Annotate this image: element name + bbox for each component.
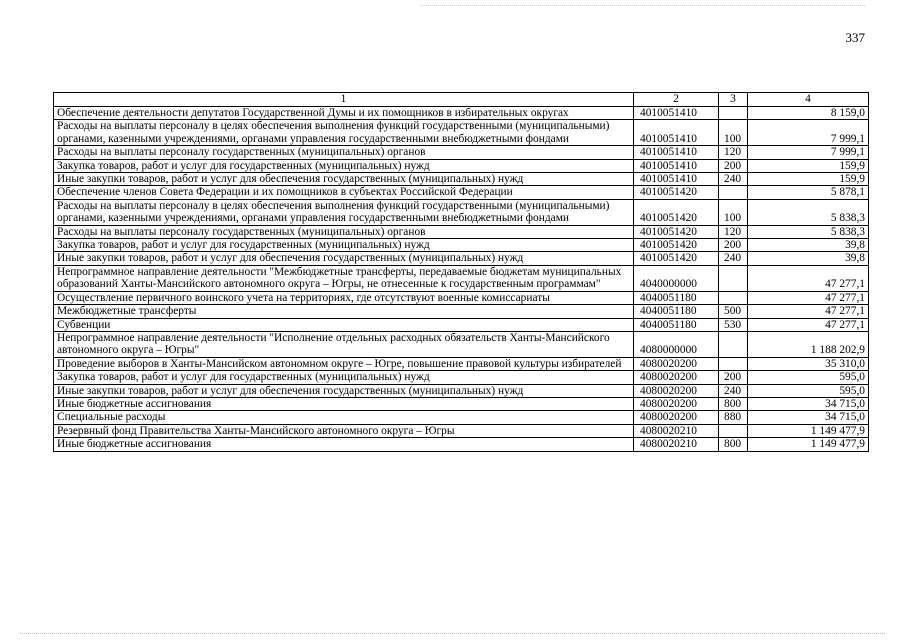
row-code-cell: 4080020200 [634, 411, 719, 424]
table-row [54, 120, 869, 146]
row-kind-cell: 240 [719, 252, 748, 265]
row-sum-cell: 8 159,0 [748, 107, 869, 120]
table-row [54, 225, 869, 238]
header-col-3: 3 [719, 93, 748, 107]
header-col-4: 4 [748, 93, 869, 107]
table-row [54, 173, 869, 186]
row-name-cell: Иные закупки товаров, работ и услуг для обеспечения государственных (муниципальных) нужд [54, 252, 634, 265]
row-name-cell: Обеспечение членов Совета Федерации и их помощников в субъектах Российской Федерации [54, 186, 634, 199]
row-name-cell: Обеспечение деятельности депутатов Государственной Думы и их помощников в избирательных округах [54, 107, 634, 120]
row-code-cell: 4010051420 [634, 225, 719, 238]
row-sum-cell: 7 999,1 [748, 120, 869, 146]
table-row [54, 331, 869, 357]
row-code-cell: 4080020210 [634, 424, 719, 437]
row-name-cell: Иные бюджетные ассигнования [54, 438, 634, 451]
row-code-cell: 4010051420 [634, 186, 719, 199]
row-kind-cell: 800 [719, 438, 748, 451]
table-row [54, 199, 869, 225]
row-name-cell: Закупка товаров, работ и услуг для государственных (муниципальных) нужд [54, 371, 634, 384]
row-name-cell: Расходы на выплаты персоналу государственных (муниципальных) органов [54, 146, 634, 159]
table-row [54, 146, 869, 159]
row-code-cell: 4040051180 [634, 291, 719, 304]
row-kind-cell: 100 [719, 199, 748, 225]
row-code-cell: 4040000000 [634, 265, 719, 291]
scan-artifact-top [420, 5, 865, 6]
row-name-cell: Межбюджетные трансферты [54, 305, 634, 318]
table-row [54, 424, 869, 437]
table-row [54, 384, 869, 397]
row-kind-cell: 880 [719, 411, 748, 424]
row-name-cell: Расходы на выплаты персоналу в целях обеспечения выполнения функций государственными (муниципальными) органами, казенными учреждениями, органами управления государственными внебюджетными фондами [54, 120, 634, 146]
row-kind-cell: 530 [719, 318, 748, 331]
row-name-cell: Закупка товаров, работ и услуг для государственных (муниципальных) нужд [54, 159, 634, 172]
row-name-cell: Иные закупки товаров, работ и услуг для обеспечения государственных (муниципальных) нужд [54, 384, 634, 397]
row-sum-cell: 34 715,0 [748, 397, 869, 410]
table-row [54, 411, 869, 424]
table-row [54, 357, 869, 370]
row-sum-cell: 5 838,3 [748, 199, 869, 225]
row-code-cell: 4080020200 [634, 357, 719, 370]
row-name-cell: Расходы на выплаты персоналу государственных (муниципальных) органов [54, 225, 634, 238]
row-kind-cell: 200 [719, 159, 748, 172]
row-sum-cell: 47 277,1 [748, 305, 869, 318]
row-kind-cell [719, 331, 748, 357]
row-sum-cell: 39,8 [748, 252, 869, 265]
row-name-cell: Проведение выборов в Ханты-Мансийском автономном округе – Югре, повышение правовой культуры избирателей [54, 357, 634, 370]
row-name-cell: Иные закупки товаров, работ и услуг для обеспечения государственных (муниципальных) нужд [54, 173, 634, 186]
table-row [54, 305, 869, 318]
row-code-cell: 4040051180 [634, 305, 719, 318]
row-name-cell: Расходы на выплаты персоналу в целях обеспечения выполнения функций государственными (муниципальными) органами, казенными учреждениями, органами управления государственными внебюджетными фондами [54, 199, 634, 225]
row-code-cell: 4010051410 [634, 173, 719, 186]
row-kind-cell: 200 [719, 371, 748, 384]
row-kind-cell: 120 [719, 146, 748, 159]
row-code-cell: 4080000000 [634, 331, 719, 357]
table-row [54, 107, 869, 120]
row-name-cell: Иные бюджетные ассигнования [54, 397, 634, 410]
row-kind-cell [719, 265, 748, 291]
row-kind-cell: 120 [719, 225, 748, 238]
row-code-cell: 4010051420 [634, 199, 719, 225]
row-sum-cell: 34 715,0 [748, 411, 869, 424]
row-kind-cell: 240 [719, 173, 748, 186]
row-code-cell: 4080020200 [634, 397, 719, 410]
row-sum-cell: 1 149 477,9 [748, 424, 869, 437]
row-sum-cell: 5 838,3 [748, 225, 869, 238]
table-row [54, 318, 869, 331]
row-code-cell: 4010051410 [634, 159, 719, 172]
row-sum-cell: 159,9 [748, 159, 869, 172]
table-body [54, 107, 869, 452]
table-row [54, 397, 869, 410]
table-row [54, 159, 869, 172]
table-row [54, 252, 869, 265]
row-name-cell: Осуществление первичного воинского учета на территориях, где отсутствуют военные комиссариаты [54, 291, 634, 304]
row-sum-cell: 7 999,1 [748, 146, 869, 159]
row-sum-cell: 1 149 477,9 [748, 438, 869, 451]
row-kind-cell [719, 357, 748, 370]
table-header-row [54, 93, 869, 107]
row-code-cell: 4010051410 [634, 120, 719, 146]
row-sum-cell: 595,0 [748, 384, 869, 397]
row-sum-cell: 39,8 [748, 239, 869, 252]
row-sum-cell: 47 277,1 [748, 291, 869, 304]
table-row [54, 186, 869, 199]
row-name-cell: Субвенции [54, 318, 634, 331]
row-code-cell: 4010051410 [634, 146, 719, 159]
row-kind-cell [719, 424, 748, 437]
header-col-2: 2 [634, 93, 719, 107]
budget-table [53, 92, 869, 452]
table-row [54, 239, 869, 252]
page-number: 337 [845, 30, 865, 45]
row-kind-cell: 500 [719, 305, 748, 318]
row-code-cell: 4080020210 [634, 438, 719, 451]
row-name-cell: Закупка товаров, работ и услуг для государственных (муниципальных) нужд [54, 239, 634, 252]
row-sum-cell: 47 277,1 [748, 265, 869, 291]
row-kind-cell: 200 [719, 239, 748, 252]
table-row [54, 265, 869, 291]
row-sum-cell: 1 188 202,9 [748, 331, 869, 357]
table-row [54, 371, 869, 384]
row-kind-cell [719, 107, 748, 120]
row-kind-cell [719, 291, 748, 304]
row-name-cell: Непрограммное направление деятельности "Межбюджетные трансферты, передаваемые бюджетам муниципальных образований Ханты-Мансийского автономного округа – Югры, не отнесенные к государственным программам" [54, 265, 634, 291]
row-sum-cell: 595,0 [748, 371, 869, 384]
row-kind-cell [719, 186, 748, 199]
row-sum-cell: 47 277,1 [748, 318, 869, 331]
row-name-cell: Резервный фонд Правительства Ханты-Мансийского автономного округа – Югры [54, 424, 634, 437]
row-kind-cell: 240 [719, 384, 748, 397]
row-code-cell: 4080020200 [634, 384, 719, 397]
row-sum-cell: 35 310,0 [748, 357, 869, 370]
row-kind-cell: 100 [719, 120, 748, 146]
row-code-cell: 4010051420 [634, 252, 719, 265]
row-kind-cell: 800 [719, 397, 748, 410]
table-row [54, 438, 869, 451]
header-col-1: 1 [54, 93, 634, 107]
row-code-cell: 4080020200 [634, 371, 719, 384]
row-code-cell: 4040051180 [634, 318, 719, 331]
row-name-cell: Специальные расходы [54, 411, 634, 424]
row-code-cell: 4010051410 [634, 107, 719, 120]
row-sum-cell: 5 878,1 [748, 186, 869, 199]
row-name-cell: Непрограммное направление деятельности "Исполнение отдельных расходных обязательств Ханты-Мансийского автономного округа – Югры" [54, 331, 634, 357]
row-sum-cell: 159,9 [748, 173, 869, 186]
scan-artifact-bottom [20, 633, 885, 634]
row-code-cell: 4010051420 [634, 239, 719, 252]
table-row [54, 291, 869, 304]
